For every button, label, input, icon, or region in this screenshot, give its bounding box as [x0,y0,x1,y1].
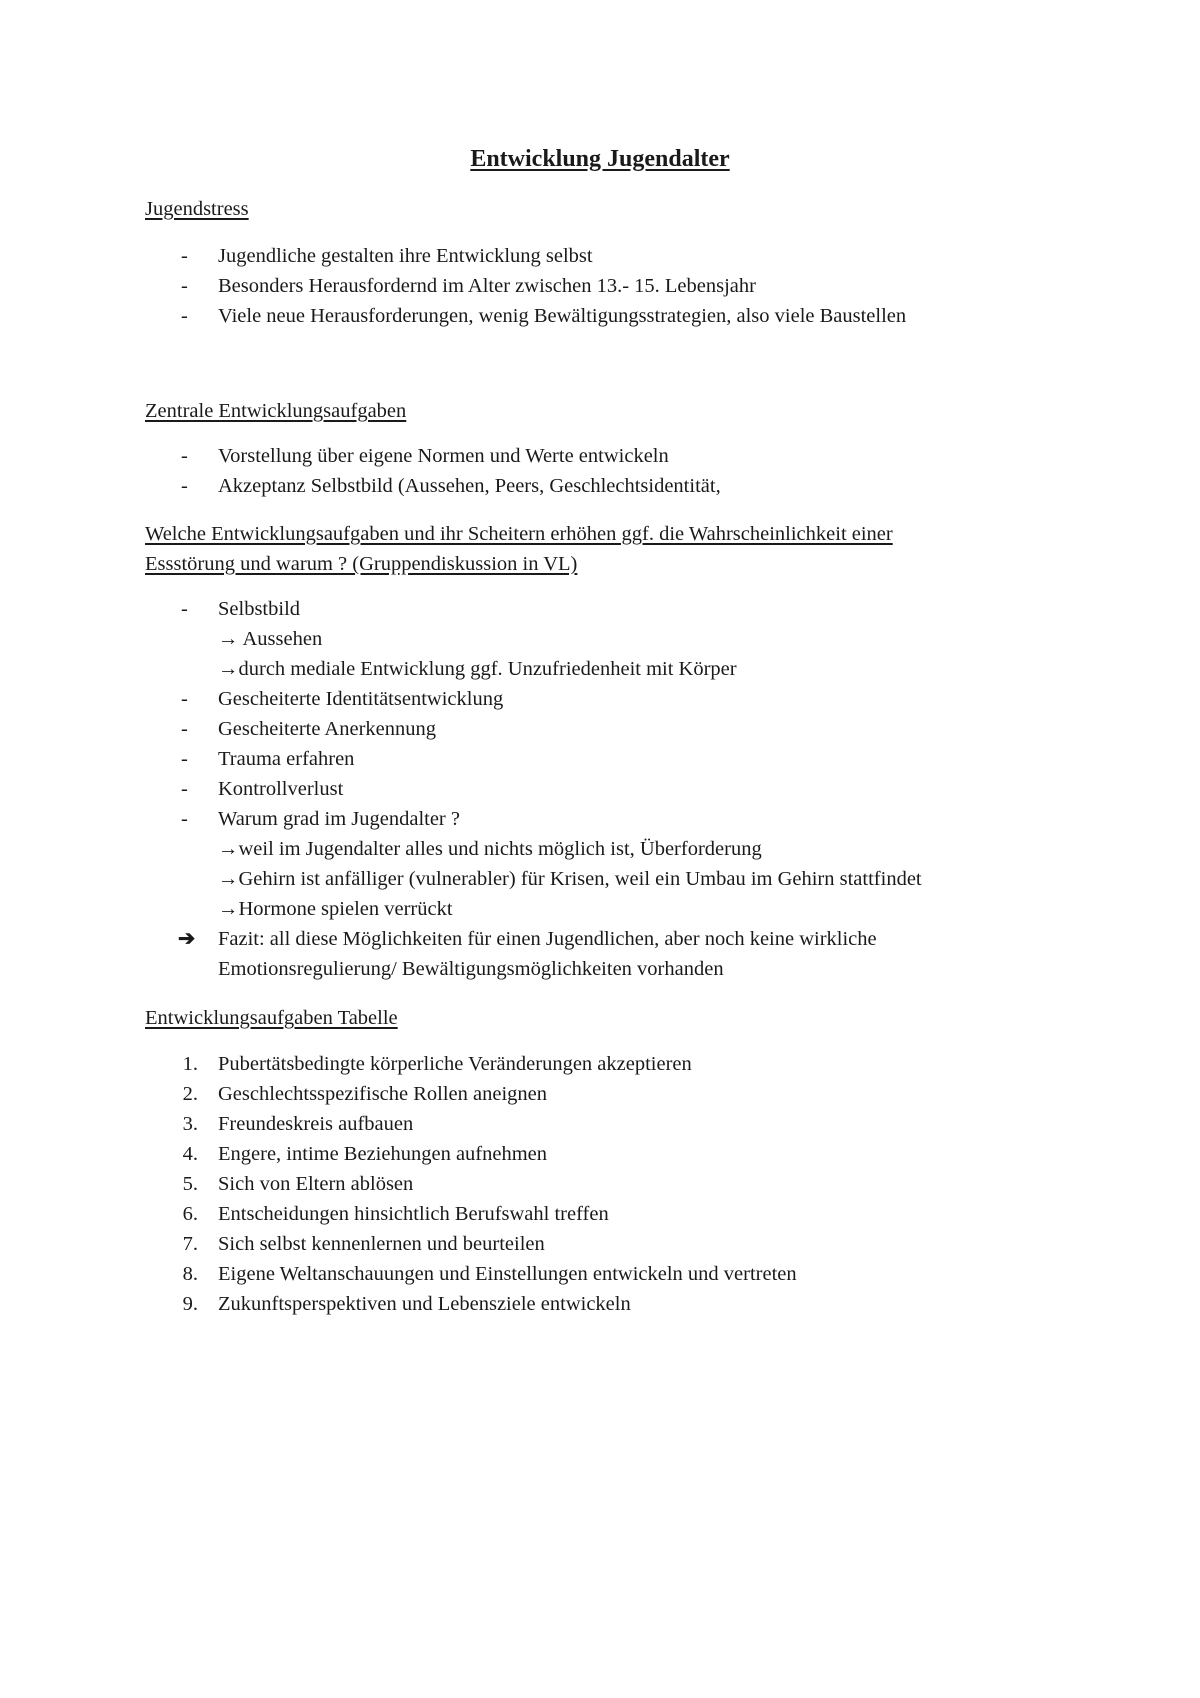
list-item: Warum grad im Jugendalter ? [218,808,460,830]
dash-bullet: - [181,598,188,620]
dash-bullet: - [181,748,188,770]
sub-item-text: durch mediale Entwicklung ggf. Unzufriedenheit mit Körper [238,658,737,680]
numbered-list-item: Geschlechtsspezifische Rollen aneignen [218,1083,548,1105]
bold-arrow-icon: ➔ [178,928,196,950]
list-item: Gescheiterte Anerkennung [218,718,437,740]
sub-item-text: Aussehen [238,628,323,650]
list-sub-item [218,834,762,864]
list-sub-item [218,894,453,924]
numbered-list-item: Sich von Eltern ablösen [218,1173,414,1195]
list-number: 3. [182,1113,198,1135]
list-sub-item [218,624,322,654]
section-heading-question-line-2: Essstörung und warum ? (Gruppendiskussion in VL) [145,553,578,575]
section-heading-question-line-1: Welche Entwicklungsaufgaben und ihr Scheitern erhöhen ggf. die Wahrscheinlichkeit einer [145,523,893,545]
dash-bullet: - [181,305,188,327]
arrow-icon: → [218,838,239,860]
numbered-list-item: Pubertätsbedingte körperliche Veränderungen akzeptieren [218,1053,692,1075]
list-item: Vorstellung über eigene Normen und Werte entwickeln [218,445,669,467]
page-title: Entwicklung Jugendalter [470,146,730,172]
arrow-icon: → [218,868,239,890]
numbered-list-item: Entscheidungen hinsichtlich Berufswahl treffen [218,1203,609,1225]
list-number: 9. [182,1293,198,1315]
list-number: 1. [182,1053,198,1075]
list-number: 8. [182,1263,198,1285]
arrow-icon: → [218,898,239,920]
dash-bullet: - [181,778,188,800]
list-item: Selbstbild [218,598,301,620]
arrow-icon: → [218,658,239,680]
list-number: 6. [182,1203,198,1225]
list-sub-item [218,864,922,894]
dash-bullet: - [181,688,188,710]
sub-item-text: Hormone spielen verrückt [238,898,453,920]
dash-bullet: - [181,445,188,467]
fazit-line-2: Emotionsregulierung/ Bewältigungsmöglichkeiten vorhanden [218,958,724,980]
section-heading-zentrale-entwicklungsaufgaben: Zentrale Entwicklungsaufgaben [145,400,407,422]
section-heading-jugendstress: Jugendstress [145,198,249,220]
arrow-icon: → [218,628,239,650]
list-item: Gescheiterte Identitätsentwicklung [218,688,504,710]
dash-bullet: - [181,475,188,497]
list-item: Kontrollverlust [218,778,344,800]
list-item: Trauma erfahren [218,748,355,770]
numbered-list-item: Engere, intime Beziehungen aufnehmen [218,1143,548,1165]
list-number: 5. [182,1173,198,1195]
list-number: 4. [182,1143,198,1165]
list-item: Akzeptanz Selbstbild (Aussehen, Peers, Geschlechtsidentität, [218,475,721,497]
sub-item-text: Gehirn ist anfälliger (vulnerabler) für Krisen, weil ein Umbau im Gehirn stattfindet [238,868,922,890]
dash-bullet: - [181,808,188,830]
list-sub-item [218,654,737,684]
dash-bullet: - [181,275,188,297]
list-item: Besonders Herausfordernd im Alter zwischen 13.- 15. Lebensjahr [218,275,756,297]
numbered-list-item: Freundeskreis aufbauen [218,1113,414,1135]
list-number: 2. [182,1083,198,1105]
dash-bullet: - [181,718,188,740]
section-heading-entwicklungsaufgaben-tabelle: Entwicklungsaufgaben Tabelle [145,1007,398,1029]
list-item: Jugendliche gestalten ihre Entwicklung selbst [218,245,593,267]
sub-item-text: weil im Jugendalter alles und nichts möglich ist, Überforderung [238,838,762,860]
numbered-list-item: Eigene Weltanschauungen und Einstellungen entwickeln und vertreten [218,1263,797,1285]
fazit-line-1: Fazit: all diese Möglichkeiten für einen Jugendlichen, aber noch keine wirkliche [218,928,877,950]
numbered-list-item: Zukunftsperspektiven und Lebensziele entwickeln [218,1293,631,1315]
dash-bullet: - [181,245,188,267]
list-item: Viele neue Herausforderungen, wenig Bewältigungsstrategien, also viele Baustellen [218,305,907,327]
list-number: 7. [182,1233,198,1255]
numbered-list-item: Sich selbst kennenlernen und beurteilen [218,1233,545,1255]
